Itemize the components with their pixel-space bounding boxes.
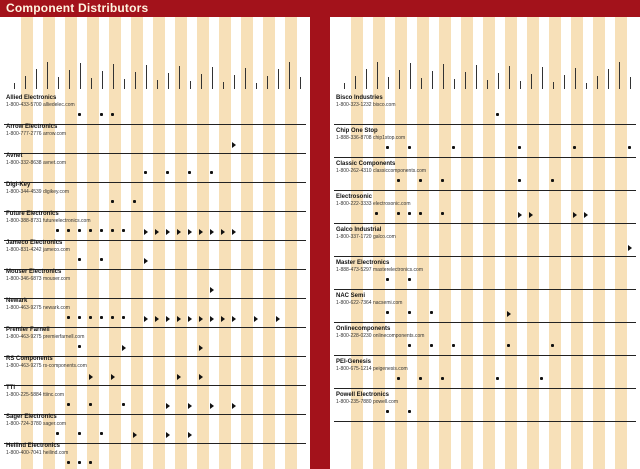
arrow-mark-icon [111,374,115,380]
distributor-row [330,227,640,259]
row-divider [334,322,636,323]
distributor-row [330,392,640,424]
column-header-mark [454,79,455,89]
distributor-name: Heilind Electronics [6,443,61,449]
distributor-name: Jameco Electronics [6,240,63,246]
column-header-mark [476,65,477,89]
column-header-mark [630,77,631,89]
arrow-mark-icon [232,403,236,409]
arrow-mark-icon [210,229,214,235]
distributor-contact: 1-800-724-3780 sager.com [6,421,67,427]
column-header-mark [575,68,576,89]
arrow-mark-icon [144,258,148,264]
arrow-mark-icon [221,316,225,322]
dot-mark-icon [441,377,444,380]
dot-mark-icon [507,344,510,347]
dot-mark-icon [397,212,400,215]
column-header-mark [278,69,279,89]
dot-mark-icon [419,377,422,380]
arrow-mark-icon [584,212,588,218]
column-header-mark [355,76,356,89]
distributor-row [0,327,310,359]
distributor-contact: 1-800-463-9275 newark.com [6,305,70,311]
column-header-mark [124,79,125,89]
distributor-name: Chip One Stop [336,128,378,134]
dot-mark-icon [408,311,411,314]
distributor-row [0,385,310,417]
column-header-mark [245,68,246,89]
dot-mark-icon [111,113,114,116]
distributor-contact: 1-800-463-9275 rs-components.com [6,363,87,369]
column-header-mark [223,82,224,89]
dot-mark-icon [419,212,422,215]
arrow-mark-icon [210,403,214,409]
dot-mark-icon [78,113,81,116]
arrow-mark-icon [155,229,159,235]
dot-mark-icon [386,278,389,281]
distributor-name: Future Electronics [6,211,59,217]
arrow-mark-icon [199,345,203,351]
distributor-contact: 1-800-262-4310 classiccomponents.com [336,168,427,174]
column-header-mark [487,80,488,89]
dot-mark-icon [441,179,444,182]
arrow-mark-icon [276,316,280,322]
arrow-mark-icon [166,432,170,438]
dot-mark-icon [628,146,631,149]
column-header-mark [146,65,147,89]
dot-mark-icon [496,113,499,116]
row-divider [334,157,636,158]
distributor-contact: 1-800-228-0230 onlinecomponents.com [336,333,425,339]
column-header-mark [608,69,609,89]
column-header-mark [102,71,103,89]
column-header-mark [509,66,510,89]
column-divider [310,17,330,469]
right-column [330,17,640,469]
distributor-name: Newark [6,298,28,304]
column-header-mark [135,72,136,89]
dot-mark-icon [100,316,103,319]
column-header-mark [201,74,202,89]
dot-mark-icon [166,171,169,174]
distributor-row [0,182,310,214]
arrow-mark-icon [133,432,137,438]
dot-mark-icon [408,146,411,149]
dot-mark-icon [122,316,125,319]
column-header-mark [80,63,81,89]
dot-mark-icon [133,200,136,203]
column-header-mark [564,75,565,89]
distributor-name: Mouser Electronics [6,269,62,275]
column-header-mark [531,74,532,89]
arrow-mark-icon [199,229,203,235]
column-header-mark [113,64,114,89]
dot-mark-icon [100,258,103,261]
distributor-name: RS Components [6,356,53,362]
dot-mark-icon [56,432,59,435]
column-header-mark [289,62,290,89]
distributor-contact: 1-800-225-5884 ttiinc.com [6,392,65,398]
page-title: Component Distributors [6,1,149,15]
dot-mark-icon [496,377,499,380]
dot-mark-icon [122,229,125,232]
distributor-contact: 1-800-337-1720 galco.com [336,234,396,240]
dot-mark-icon [89,403,92,406]
arrow-mark-icon [232,229,236,235]
distributor-name: NAC Semi [336,293,366,299]
column-header-mark [212,67,213,89]
dot-mark-icon [430,344,433,347]
distributor-row [330,128,640,160]
dot-mark-icon [573,146,576,149]
column-header-mark [168,73,169,89]
dot-mark-icon [89,461,92,464]
dot-mark-icon [78,258,81,261]
distributor-row [0,269,310,301]
distributor-contact: 1-800-388-8731 futureelectronics.com [6,218,91,224]
arrow-mark-icon [188,432,192,438]
dot-mark-icon [100,432,103,435]
column-header-mark [553,82,554,89]
distributor-name: Bisco Industries [336,95,383,101]
dot-mark-icon [386,410,389,413]
distributor-name: Allied Electronics [6,95,57,101]
column-header-mark [36,69,37,89]
arrow-mark-icon [232,316,236,322]
arrow-mark-icon [177,316,181,322]
distributor-row [0,240,310,272]
distributor-row [0,443,310,469]
dot-mark-icon [144,171,147,174]
column-header-mark [179,66,180,89]
distributor-contact: 1-800-346-6873 mouser.com [6,276,71,282]
dot-mark-icon [551,344,554,347]
arrow-mark-icon [144,229,148,235]
arrow-mark-icon [188,403,192,409]
column-header-mark [69,70,70,89]
distributor-contact: 1-800-675-1214 peigenesis.com [336,366,408,372]
distributor-contact: 1-888-473-5297 masterelectronics.com [336,267,423,273]
left-column [0,17,310,469]
arrow-mark-icon [210,316,214,322]
dot-mark-icon [375,212,378,215]
distributor-contact: 1-800-344-4539 digikey.com [6,189,70,195]
column-header-mark [597,76,598,89]
distributor-row [0,211,310,243]
dot-mark-icon [386,146,389,149]
distributor-name: Premier Farnell [6,327,50,333]
row-divider [334,289,636,290]
row-divider [334,421,636,422]
column-header-mark [619,62,620,89]
distributor-name: Avnet [6,153,23,159]
dot-mark-icon [89,229,92,232]
distributor-name: Onlinecomponents [336,326,391,332]
column-header-mark [256,83,257,89]
column-header-mark [388,77,389,89]
row-divider [334,223,636,224]
distributor-row [0,356,310,388]
column-header-mark [344,83,345,89]
arrow-mark-icon [221,229,225,235]
distributor-row [0,124,310,156]
column-header-mark [47,62,48,89]
distributor-contact: 1-800-222-3333 electrosonic.com [336,201,411,207]
dot-mark-icon [67,229,70,232]
dot-mark-icon [67,461,70,464]
dot-mark-icon [78,345,81,348]
dot-mark-icon [78,229,81,232]
dot-mark-icon [408,410,411,413]
column-header-mark [542,67,543,89]
row-divider [334,256,636,257]
arrow-mark-icon [529,212,533,218]
dot-mark-icon [419,179,422,182]
distributor-name: Electrosonic [336,194,373,200]
page-banner [0,0,640,17]
column-header-mark [498,73,499,89]
arrow-mark-icon [155,316,159,322]
distributor-row [330,293,640,325]
arrow-mark-icon [507,311,511,317]
arrow-mark-icon [166,403,170,409]
distributor-name: Galco Industrial [336,227,382,233]
dot-mark-icon [78,432,81,435]
dot-mark-icon [397,179,400,182]
distributor-contact: 1-800-831-4242 jameco.com [6,247,70,253]
distributor-name: Digi-Key [6,182,31,188]
dot-mark-icon [122,403,125,406]
distributor-contact: 1-800-777-2776 arrow.com [6,131,67,137]
dot-mark-icon [111,229,114,232]
dot-mark-icon [111,200,114,203]
column-header-mark [58,77,59,89]
distributor-name: Arrow Electronics [6,124,58,130]
distributor-name: Sager Electronics [6,414,57,420]
distributor-name: TTI [6,385,15,391]
column-header-mark [399,70,400,89]
arrow-mark-icon [199,374,203,380]
arrow-mark-icon [89,374,93,380]
arrow-mark-icon [628,245,632,251]
column-header-mark [432,71,433,89]
arrow-mark-icon [177,374,181,380]
distributor-contact: 1-800-622-7364 nacsemi.com [336,300,403,306]
arrow-mark-icon [177,229,181,235]
dot-mark-icon [386,311,389,314]
column-header-mark [465,72,466,89]
dot-mark-icon [518,146,521,149]
column-header-mark [91,78,92,89]
distributor-contact: 1-800-400-7041 heilind.com [6,450,69,456]
column-header-mark [300,77,301,89]
column-header-mark [443,64,444,89]
distributor-row [330,359,640,391]
distributor-row [330,260,640,292]
dot-mark-icon [430,311,433,314]
distributor-contact: 1-888-336-8708 chip1stop.com [336,135,406,141]
distributor-row [330,326,640,358]
distributor-row [0,298,310,330]
distributor-contact: 1-800-463-9275 premierfarnell.com [6,334,85,340]
dot-mark-icon [111,316,114,319]
row-divider [334,190,636,191]
distributor-row [330,194,640,226]
dot-mark-icon [188,171,191,174]
distributor-contact: 1-800-323-1232 bisco.com [336,102,396,108]
dot-mark-icon [551,179,554,182]
arrow-mark-icon [188,316,192,322]
distributor-row [0,414,310,446]
column-header-mark [377,62,378,89]
dot-mark-icon [408,344,411,347]
column-header-mark [234,75,235,89]
dot-mark-icon [100,229,103,232]
arrow-mark-icon [122,345,126,351]
column-header-mark [14,83,15,89]
row-divider [334,124,636,125]
dot-mark-icon [67,316,70,319]
distributor-name: Master Electronics [336,260,390,266]
distributor-row [330,95,640,127]
column-header-mark [366,69,367,89]
arrow-mark-icon [573,212,577,218]
arrow-mark-icon [232,142,236,148]
distributor-row [0,95,310,127]
dot-mark-icon [452,344,455,347]
distributor-contact: 1-800-235-7880 powell.com [336,399,398,405]
column-header-mark [25,76,26,89]
dot-mark-icon [100,113,103,116]
distributor-name: PEI-Genesis [336,359,372,365]
dot-mark-icon [408,278,411,281]
column-header-mark [267,76,268,89]
arrow-mark-icon [144,316,148,322]
arrow-mark-icon [188,229,192,235]
column-header-mark [410,63,411,89]
column-header-mark [421,78,422,89]
column-header-mark [586,83,587,89]
column-header-mark [190,81,191,89]
arrow-mark-icon [254,316,258,322]
distributor-row [330,161,640,193]
distributor-name: Classic Components [336,161,396,167]
distributor-contact: 1-800-433-5700 alliedelec.com [6,102,75,108]
distributor-contact: 1-800-332-8638 avnet.com [6,160,67,166]
row-divider [334,388,636,389]
dot-mark-icon [408,212,411,215]
dot-mark-icon [540,377,543,380]
dot-mark-icon [210,171,213,174]
arrow-mark-icon [166,229,170,235]
arrow-mark-icon [166,316,170,322]
distributor-row [0,153,310,185]
arrow-mark-icon [199,316,203,322]
column-header-mark [157,80,158,89]
dot-mark-icon [89,316,92,319]
distributor-name: Powell Electronics [336,392,390,398]
dot-mark-icon [397,377,400,380]
column-header-mark [520,81,521,89]
dot-mark-icon [67,403,70,406]
row-divider [334,355,636,356]
dot-mark-icon [78,461,81,464]
arrow-mark-icon [210,287,214,293]
dot-mark-icon [518,179,521,182]
dot-mark-icon [452,146,455,149]
dot-mark-icon [441,212,444,215]
dot-mark-icon [56,229,59,232]
arrow-mark-icon [518,212,522,218]
dot-mark-icon [78,316,81,319]
